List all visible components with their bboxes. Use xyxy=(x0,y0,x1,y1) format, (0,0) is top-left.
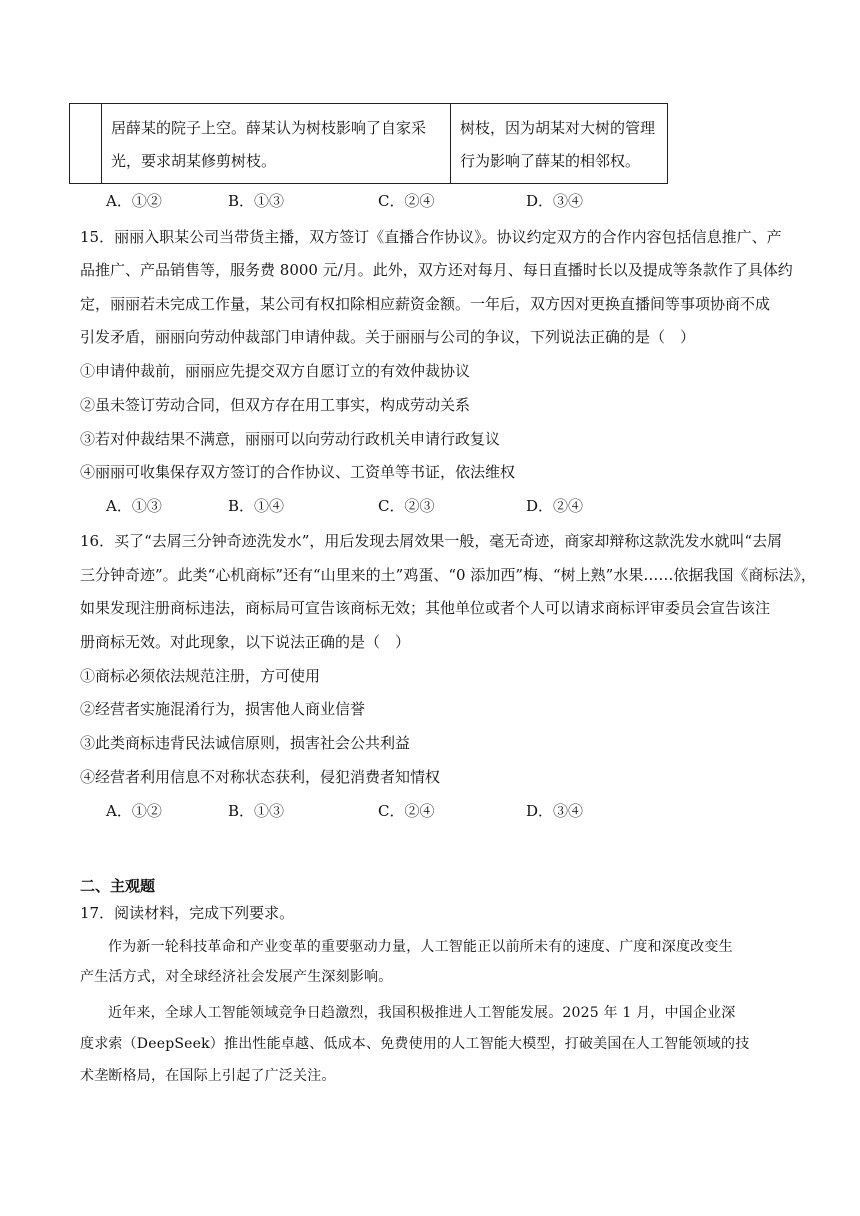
q15-statement-2: ②虽未签订劳动合同，但双方存在用工事实，构成劳动关系 xyxy=(80,396,471,414)
q16-stem-line-2: 三分钟奇迹”。此类“心机商标”还有“山里来的土”鸡蛋、“0 添加西”梅、“树上熟”水果……依据我国《商标法》， xyxy=(80,566,816,584)
table-right-cell-line-2: 行为影响了薛某的相邻权。 xyxy=(460,152,641,170)
material-paragraph-2-line-2: 度求索（DeepSeek）推出性能卓越、低成本、免费使用的人工智能大模型，打破美国在人工智能领域的技 xyxy=(80,1036,750,1052)
option-c: C．②④ xyxy=(378,192,435,210)
q16-statement-1: ①商标必须依法规范注册，方可使用 xyxy=(80,667,321,685)
table-right-cell-line-1: 树枝，因为胡某对大树的管理 xyxy=(460,119,656,137)
option-d: D．③④ xyxy=(526,192,584,210)
q16-stem-line-3: 如果发现注册商标违法，商标局可宣告该商标无效；其他单位或者个人可以请求商标评审委员会宣告该注 xyxy=(80,599,771,617)
table-left-cell-line-1: 居薛某的院子上空。薛某认为树枝影响了自家采 xyxy=(111,119,427,137)
option-d: D．③④ xyxy=(526,802,584,820)
table-divider xyxy=(101,104,102,183)
q16-stem-line-1: 16．买了“去屑三分钟奇迹洗发水”，用后发现去屑效果一般，毫无奇迹，商家却辩称这款洗发水就叫“去屑 xyxy=(80,532,783,550)
option-a: A．①③ xyxy=(106,497,162,515)
option-a: A．①② xyxy=(106,802,162,820)
q16-statement-2: ②经营者实施混淆行为，损害他人商业信誉 xyxy=(80,700,366,718)
q16-stem-line-4: 册商标无效。对此现象，以下说法正确的是（ ） xyxy=(80,633,411,651)
table-divider xyxy=(450,104,451,183)
q15-stem-line-2: 品推广、产品销售等，服务费 8000 元/月。此外，双方还对每月、每日直播时长以及提成等条款作了具体约 xyxy=(80,261,793,279)
section-heading: 二、主观题 xyxy=(80,877,156,895)
material-paragraph-1-line-1: 作为新一轮科技革命和产业变革的重要驱动力量，人工智能正以前所未有的速度、广度和深度改变生 xyxy=(108,939,733,955)
table-left-cell-line-2: 光，要求胡某修剪树枝。 xyxy=(111,152,277,170)
q15-stem-line-1: 15．丽丽入职某公司当带货主播，双方签订《直播合作协议》。协议约定双方的合作内容包括信息推广、产 xyxy=(80,228,782,246)
q15-stem-line-4: 引发矛盾，丽丽向劳动仲裁部门申请仲裁。关于丽丽与公司的争议，下列说法正确的是（ ） xyxy=(80,328,696,346)
option-c: C．②④ xyxy=(378,802,435,820)
option-a: A．①② xyxy=(106,192,162,210)
q17-intro: 17．阅读材料，完成下列要求。 xyxy=(80,904,295,922)
q15-statement-3: ③若对仲裁结果不满意，丽丽可以向劳动行政机关申请行政复议 xyxy=(80,430,501,448)
material-paragraph-1-line-2: 产生活方式，对全球经济社会发展产生深刻影响。 xyxy=(80,969,393,985)
q15-statement-4: ④丽丽可收集保存双方签订的合作协议、工资单等书证，依法维权 xyxy=(80,463,516,481)
option-b: B．①③ xyxy=(228,802,285,820)
option-b: B．①③ xyxy=(228,192,285,210)
option-c: C．②③ xyxy=(378,497,435,515)
material-paragraph-2-line-1: 近年来，全球人工智能领域竞争日趋激烈，我国积极推进人工智能发展。2025 年 1 月，中国企业深 xyxy=(108,1005,736,1021)
option-d: D．②④ xyxy=(526,497,584,515)
q16-statement-3: ③此类商标违背民法诚信原则，损害社会公共利益 xyxy=(80,734,411,752)
q15-statement-1: ①申请仲裁前，丽丽应先提交双方自愿订立的有效仲裁协议 xyxy=(80,362,471,380)
q16-statement-4: ④经营者利用信息不对称状态获利，侵犯消费者知情权 xyxy=(80,768,441,786)
question-14-table xyxy=(69,103,668,184)
q15-stem-line-3: 定，丽丽若未完成工作量，某公司有权扣除相应薪资金额。一年后，双方因对更换直播间等事项协商不成 xyxy=(80,295,771,313)
material-paragraph-2-line-3: 术垄断格局，在国际上引起了广泛关注。 xyxy=(80,1068,336,1084)
option-b: B．①④ xyxy=(228,497,285,515)
